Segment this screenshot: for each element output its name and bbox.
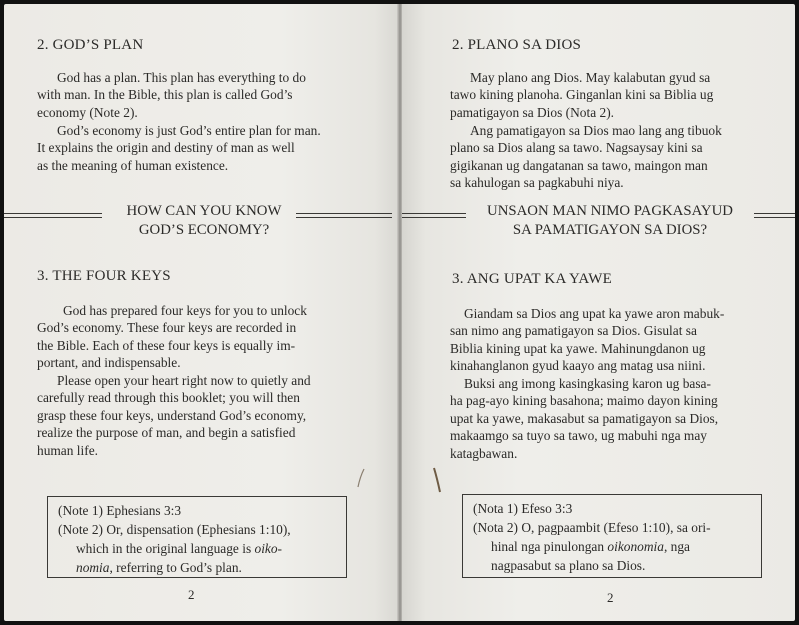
text-line: with man. In the Bible, this plan is called God’s (37, 87, 293, 103)
section-heading-upat-ka-yawe: 3. ANG UPAT KA YAWE (452, 271, 612, 287)
text-line: Biblia kining upat ka yawe. Mahinungdanon ug (450, 340, 706, 356)
section-heading-four-keys: 3. THE FOUR KEYS (37, 268, 171, 284)
text-line: God has a plan. This plan has everything to do (57, 70, 306, 85)
footnote-2-continuation (58, 558, 336, 577)
footnote-box (462, 494, 762, 578)
text-line: kinahanglanon gyud kaayo ang matag usa niini. (450, 358, 706, 374)
footnote-2-continuation: nagpasabut sa plano sa Dios. (491, 558, 646, 573)
text-line: Giandam sa Dios ang upat ka yawe aron mabuk- (464, 306, 725, 321)
paragraph-plano-1 (450, 69, 713, 121)
footnote-2-continuation (473, 537, 751, 556)
text-line: God’s economy is just God’s entire plan for man. (57, 123, 321, 138)
paragraph-yawe-1 (450, 305, 724, 375)
text-line: gigikanan ug dangatanan sa tawo, maingon man (450, 157, 708, 173)
paragraph-gods-plan-1 (37, 69, 306, 121)
footnote-2: (Note 2) Or, dispensation (Ephesians 1:10), (58, 522, 291, 537)
footnote-term: oiko- (254, 541, 283, 556)
paragraph-yawe-2 (450, 375, 718, 462)
text-line: It explains the origin and destiny of man as well (37, 140, 295, 156)
text-line: realize the purpose of man, and begin a satisfied (37, 425, 296, 441)
footnote-text: hinal nga pinulongan (491, 539, 608, 554)
text-line: plano sa Dios alang sa tawo. Nagsaysay kini sa (450, 140, 703, 156)
footnote-term: nomia (76, 560, 110, 575)
text-line: as the meaning of human existence. (37, 157, 229, 173)
paper-mark (354, 467, 368, 491)
footnote-1: (Note 1) Ephesians 3:3 (58, 503, 182, 518)
text-line: pamatigayon sa Dios (Nota 2). (450, 104, 614, 120)
banner-rule-left (402, 213, 466, 218)
section-heading-gods-plan: 2. GOD’S PLAN (37, 37, 144, 53)
banner-line: UNSAON MAN NIMO PAGKASAYUD (487, 203, 733, 219)
page-number-right: 2 (607, 590, 614, 605)
paragraph-four-keys-2 (37, 372, 311, 459)
text-line: Buksi ang imong kasingkasing karon ug basa- (464, 376, 711, 391)
paragraph-gods-plan-2 (37, 122, 321, 174)
banner-rule-right (754, 213, 795, 218)
paper-mark (432, 466, 444, 496)
footnote-text: which in the original language is (76, 541, 255, 556)
text-line: makaamgo sa tuyo sa tawo, ug mabuhi nga may (450, 428, 707, 444)
text-line: ha pag-ayo kining basahona; maimo dayon kining (450, 393, 718, 409)
footnote-term: oikonomia (607, 539, 664, 554)
banner-rule-right (296, 213, 392, 218)
section-banner-how-can-you-know (104, 202, 304, 240)
text-line: the Bible. Each of these four keys is equally im- (37, 337, 296, 353)
footnote-text: , nga (663, 539, 690, 554)
text-line: sa kahulogan sa pagkabuhi niya. (450, 175, 624, 191)
text-line: portant, and indispensable. (37, 355, 181, 371)
text-line: God has prepared four keys for you to unlock (63, 303, 307, 318)
text-line: san nimo ang pamatigayon sa Dios. Gisulat sa (450, 323, 697, 339)
text-line: Please open your heart right now to quietly and (57, 373, 311, 388)
footnote-2: (Nota 2) O, pagpaambit (Efeso 1:10), sa ori- (473, 520, 711, 535)
page-number-left: 2 (188, 587, 195, 602)
text-line: God’s economy. These four keys are recorded in (37, 320, 297, 336)
text-line: economy (Note 2). (37, 104, 138, 120)
section-banner-unsaon-man (466, 202, 754, 240)
text-line: upat ka yawe, makasabut sa pamatigayon sa Dios, (450, 410, 719, 426)
banner-rule-left (4, 213, 102, 218)
footnote-1: (Nota 1) Efeso 3:3 (473, 501, 573, 516)
text-line: katagbawan. (450, 445, 518, 461)
banner-line: SA PAMATIGAYON SA DIOS? (512, 222, 708, 238)
paragraph-plano-2 (450, 122, 722, 192)
banner-line: HOW CAN YOU KNOW (126, 203, 282, 219)
right-page (402, 4, 795, 621)
section-heading-plano-sa-dios: 2. PLANO SA DIOS (452, 37, 582, 53)
paragraph-four-keys-1 (37, 302, 307, 372)
text-line: grasp these four keys, understand God’s economy, (37, 407, 307, 423)
text-line: human life. (37, 442, 98, 458)
text-line: May plano ang Dios. May kalabutan gyud sa (470, 70, 711, 85)
text-line: carefully read through this booklet; you will then (37, 390, 300, 406)
footnote-2-continuation (58, 539, 336, 558)
banner-line: GOD’S ECONOMY? (138, 222, 270, 238)
text-line: tawo kining planoha. Ginganlan kini sa Biblia ug (450, 87, 714, 103)
footnote-text: , referring to God’s plan. (109, 560, 242, 575)
left-page (4, 4, 398, 621)
text-line: Ang pamatigayon sa Dios mao lang ang tibuok (470, 123, 722, 138)
footnote-box (47, 496, 347, 578)
